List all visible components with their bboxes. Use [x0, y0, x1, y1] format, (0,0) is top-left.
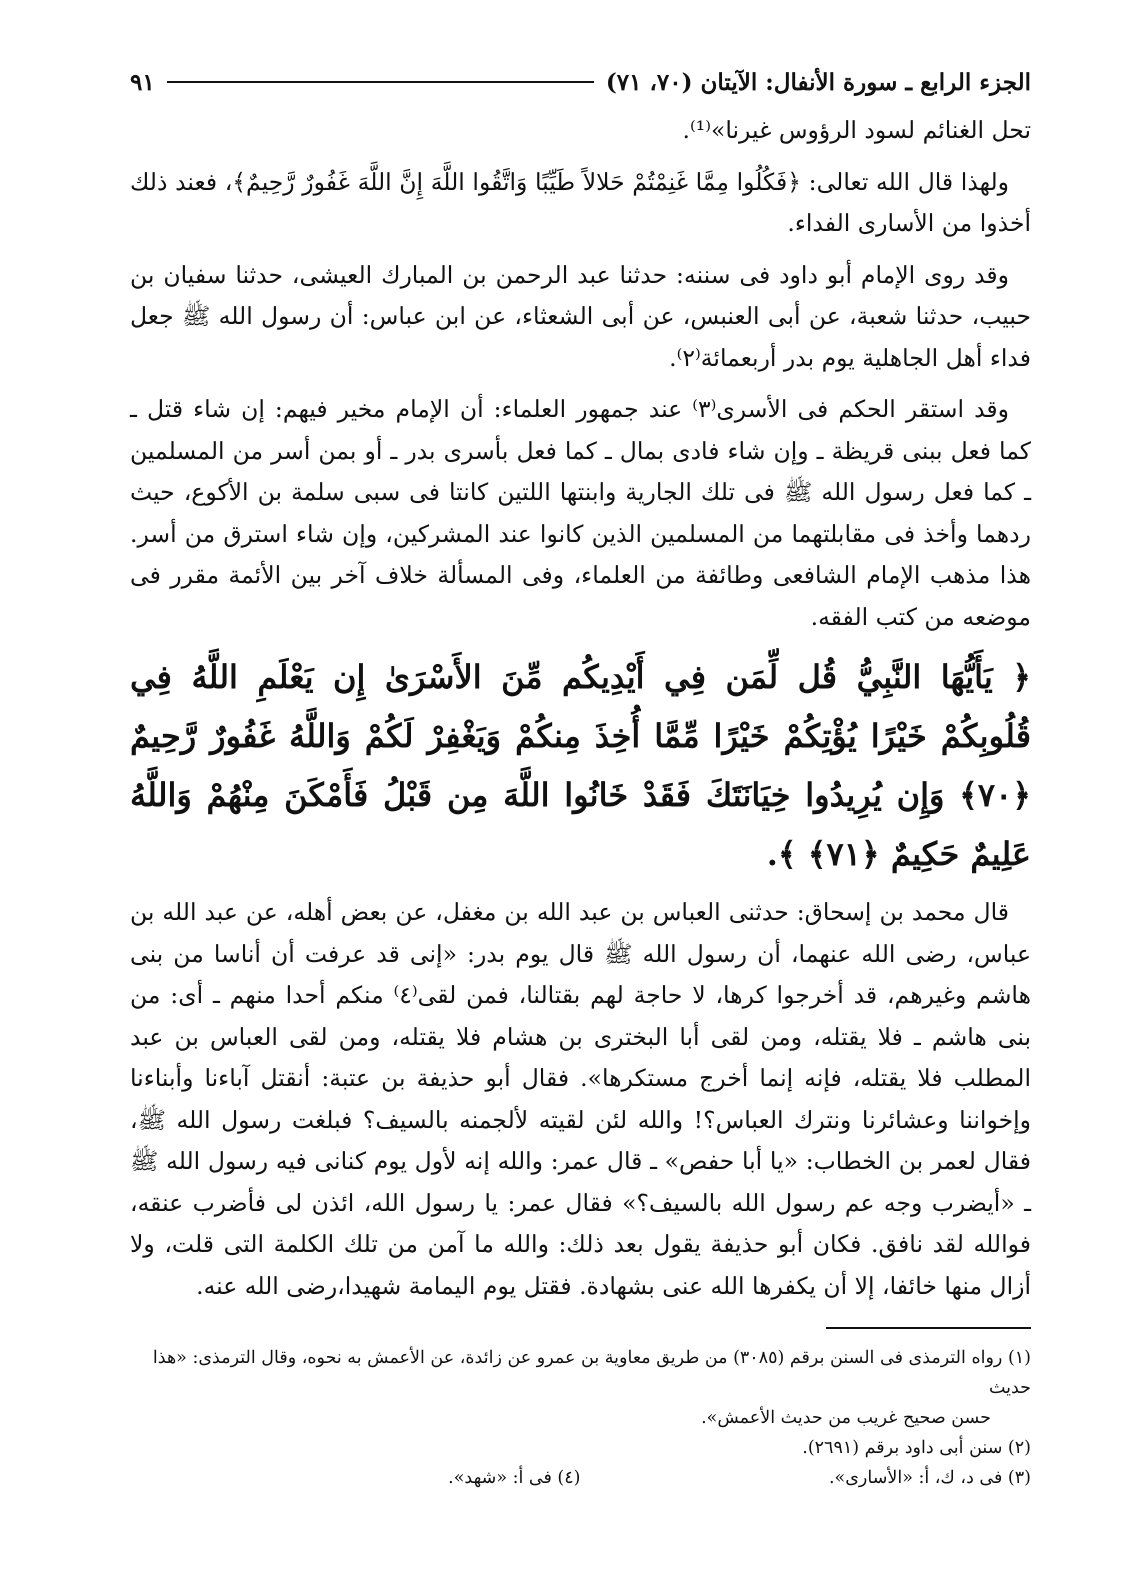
header-title: الجزء الرابع ـ سورة الأنفال: الآيتان (٧٠، ٧١)	[605, 68, 1031, 96]
footnote-3: (٣) فى د، ك، أ: «الأسارى».	[828, 1468, 1031, 1488]
paragraph-1: تحل الغنائم لسود الرؤوس غيرنا»⁽¹⁾.	[682, 116, 1031, 144]
page-number: ٩١	[130, 68, 155, 96]
footnotes	[130, 1343, 1031, 1493]
paragraph-3: وقد روى الإمام أبو داود فى سننه: حدثنا عبد الرحمن بن المبارك العيشى، حدثنا سفيان بن حبيب، حدثنا شعبة، عن أبى العنبس، عن أبى الشعثاء، عن ابن عباس: أن رسول الله ﷺ جعل فداء أهل الجاهلية يوم بدر أربعمائة⁽٢⁾.	[130, 260, 1031, 372]
narrative-paragraph: قال محمد بن إسحاق: حدثنى العباس بن عبد الله بن مغفل، عن بعض أهله، عن عبد الله بن عباس، رضى الله عنهما، أن رسول الله ﷺ قال يوم بدر: «إنى قد عرفت أن أناسا من بنى هاشم وغيرهم، قد أخرجوا كرها، لا حاجة لهم بقتالنا، فمن لقى⁽٤⁾ منكم أحدا منهم ـ أى: من بنى هاشم ـ فلا يقتله، ومن لقى أبا البخترى بن هشام فلا يقتله، ومن لقى العباس بن عبد المطلب فلا يقتله، فإنه إنما أخرج مستكرها». فقال أبو حذيفة بن عتبة: أنقتل آباءنا وأبناءنا وإخواننا وعشائرنا ونترك العباس؟! والله لئن لقيته لألجمنه بالسيف؟ فبلغت رسول الله ﷺ، فقال لعمر بن الخطاب: «يا أبا حفص» ـ قال عمر: والله إنه لأول يوم كنانى فيه رسول الله ﷺ ـ «أيضرب وجه عم رسول الله بالسيف؟» فقال عمر: يا رسول الله، ائذن لى فأضرب عنقه، فوالله لقد نافق. فكان أبو حذيفة يقول بعد ذلك: والله ما آمن من تلك الكلمة التى قلت، ولا أزال منها خائفا، إلا أن يكفرها الله عنى بشهادة. فقتل يوم اليمامة شهيدا،رضى الله عنه.	[130, 898, 1031, 1300]
footnote-1: (١) رواه الترمذى فى السنن برقم (٣٠٨٥) من طريق معاوية بن عمرو عن زائدة، عن الأعمش به نحوه، وقال الترمذى: «هذا حديث	[152, 1348, 1031, 1398]
footnote-2: (٢) سنن أبى داود برقم (٢٦٩١).	[802, 1438, 1031, 1458]
running-header	[130, 62, 1031, 102]
footnote-separator	[826, 1327, 1031, 1329]
quran-verse: ﴿ يَأَيُّهَا النَّبِيُّ قُل لِّمَن فِي أَيْدِيكُم مِّنَ الأَسْرَىٰ إِن يَعْلَمِ اللَّهُ فِي قُلُوبِكُمْ خَيْرًا يُؤْتِكُمْ خَيْرًا مِّمَّا أُخِذَ مِنكُمْ وَيَغْفِرْ لَكُمْ وَاللَّهُ غَفُورٌ رَّحِيمٌ ﴿٧٠﴾ وَإِن يُرِيدُوا خِيَانَتَكَ فَقَدْ خَانُوا اللَّهَ مِن قَبْلُ فَأَمْكَنَ مِنْهُمْ وَاللَّهُ عَلِيمٌ حَكِيمٌ ﴿٧١﴾ ﴾.	[130, 658, 1032, 873]
footnote-4: (٤) فى أ: «شهد».	[448, 1468, 581, 1488]
footnote-1-continuation: حسن صحيح غريب من حديث الأعمش».	[701, 1408, 991, 1428]
footnote-row	[130, 1463, 1031, 1493]
paragraph-2: ولهذا قال الله تعالى: ﴿فَكُلُوا مِمَّا غَنِمْتُمْ حَلالاً طَيِّبًا وَاتَّقُوا اللَّهَ إِنَّ اللَّهَ غَفُورٌ رَّحِيمٌ﴾، فعند ذلك أخذوا من الأسارى الفداء.	[130, 167, 1031, 237]
header-rule	[167, 81, 594, 83]
paragraph-4: وقد استقر الحكم فى الأسرى⁽٣⁾ عند جمهور العلماء: أن الإمام مخير فيهم: إن شاء قتل ـ كما فعل ببنى قريظة ـ وإن شاء فادى بمال ـ كما فعل بأسرى بدر ـ أو بمن أسر من المسلمين ـ كما فعل رسول الله ﷺ فى تلك الجارية وابنتها اللتين كانتا فى سبى سلمة بن الأكوع، حيث ردهما وأخذ فى مقابلتهما من المسلمين الذين كانوا عند المشركين، وإن شاء استرق من أسر. هذا مذهب الإمام الشافعى وطائفة من العلماء، وفى المسألة خلاف آخر بين الأئمة مقرر فى موضعه من كتب الفقه.	[130, 395, 1031, 631]
main-text	[130, 110, 1031, 1307]
